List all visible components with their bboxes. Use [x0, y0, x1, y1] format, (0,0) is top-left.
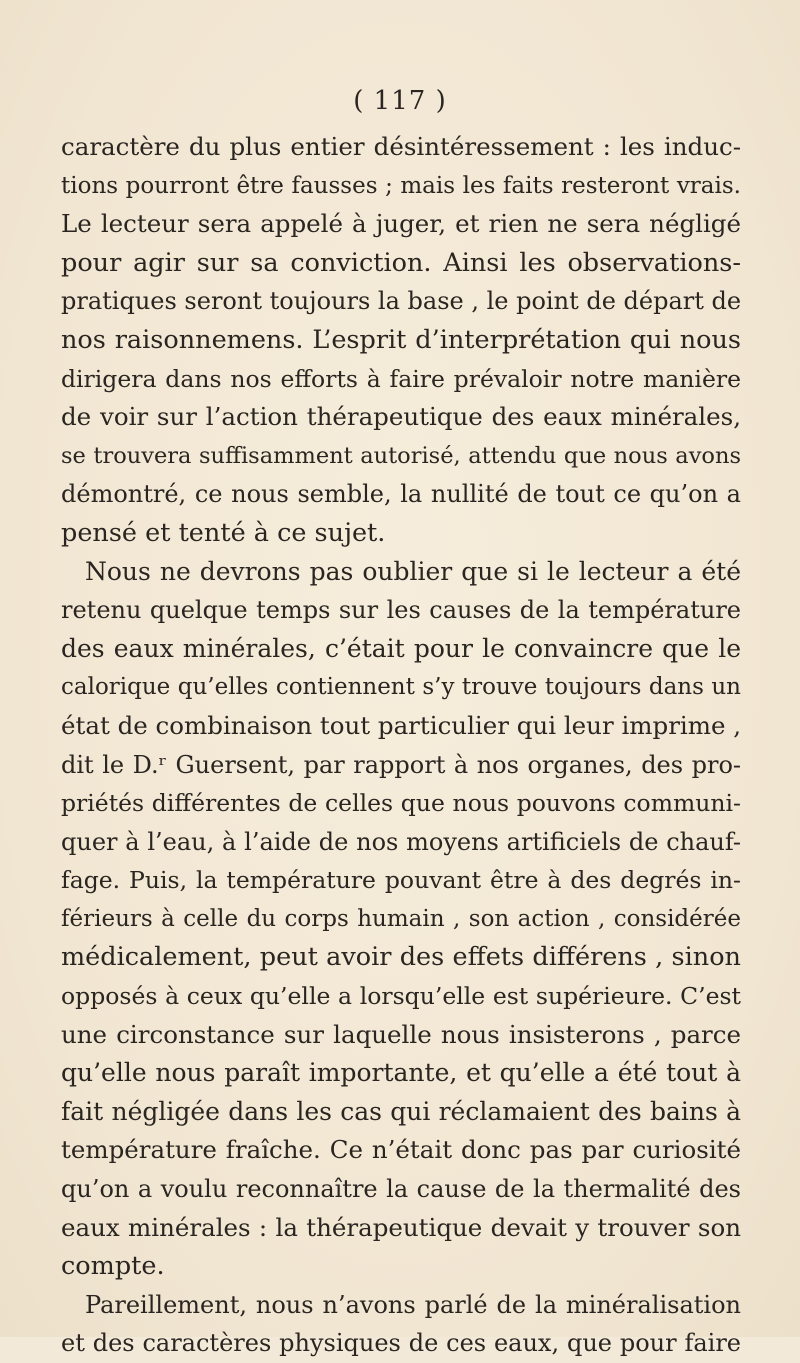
text-line: férieurs à celle du corps humain , son action , considérée — [61, 905, 741, 932]
text-line: priétés différentes de celles que nous pouvons communi- — [61, 789, 741, 818]
text-line: calorique qu’elles contiennent s’y trouve toujours dans un — [61, 674, 741, 701]
text-line: état de combinaison tout particulier qui leur imprime , — [61, 710, 741, 740]
text-line: pensé et tenté à ce sujet. — [61, 517, 386, 548]
text-line: opposés à ceux qu’elle a lorsqu’elle est supérieure. C’est — [61, 982, 741, 1011]
text-line: dit le D.ʳ Guersent, par rapport à nos organes, des pro- — [61, 750, 741, 779]
text-line: Le lecteur sera appelé à juger, et rien ne sera négligé — [61, 209, 741, 239]
body-text — [61, 128, 741, 1363]
text-line: fait négligée dans les cas qui réclamaient des bains à — [61, 1096, 741, 1126]
text-line: et des caractères physiques de ces eaux, que pour faire — [61, 1329, 741, 1358]
text-line: retenu quelque temps sur les causes de la température — [61, 596, 741, 625]
text-line: de voir sur l’action thérapeutique des eaux minérales, — [61, 402, 741, 432]
text-line: Pareillement, nous n’avons parlé de la minéralisation — [85, 1290, 741, 1319]
text-line: se trouvera suffisamment autorisé, attendu que nous avons — [61, 442, 741, 469]
text-line: eaux minérales : la thérapeutique devait y trouver son — [61, 1212, 741, 1242]
text-line: pour agir sur sa conviction. Ainsi les observations- — [61, 247, 741, 278]
text-line: température fraîche. Ce n’était donc pas par curiosité — [61, 1135, 741, 1165]
text-line: pratiques seront toujours la base , le point de départ de — [61, 287, 741, 316]
text-line: caractère du plus entier désintéressement : les induc- — [61, 132, 741, 161]
page-number: ( 117 ) — [353, 86, 447, 116]
text-line: qu’on a voulu reconnaître la cause de la thermalité des — [61, 1175, 741, 1204]
text-line: tions pourront être fausses ; mais les faits resteront vrais. — [61, 172, 741, 199]
text-line: une circonstance sur laquelle nous insisterons , parce — [61, 1019, 741, 1049]
text-line: Nous ne devrons pas oublier que si le lecteur a été — [85, 556, 741, 586]
text-line: médicalement, peut avoir des effets différens , sinon — [61, 942, 741, 973]
text-line: quer à l’eau, à l’aide de nos moyens artificiels de chauf- — [61, 827, 741, 856]
text-line: des eaux minérales, c’était pour le convaincre que le — [61, 633, 741, 663]
text-line: fage. Puis, la température pouvant être à des degrés in- — [61, 866, 741, 895]
text-line: qu’elle nous paraît importante, et qu’elle a été tout à — [61, 1058, 741, 1088]
text-line: nos raisonnemens. L’esprit d’interprétation qui nous — [61, 324, 741, 355]
text-line: compte. — [61, 1251, 165, 1282]
text-line: dirigera dans nos efforts à faire prévaloir notre manière — [61, 364, 741, 393]
text-line: démontré, ce nous semble, la nullité de tout ce qu’on a — [61, 480, 741, 509]
